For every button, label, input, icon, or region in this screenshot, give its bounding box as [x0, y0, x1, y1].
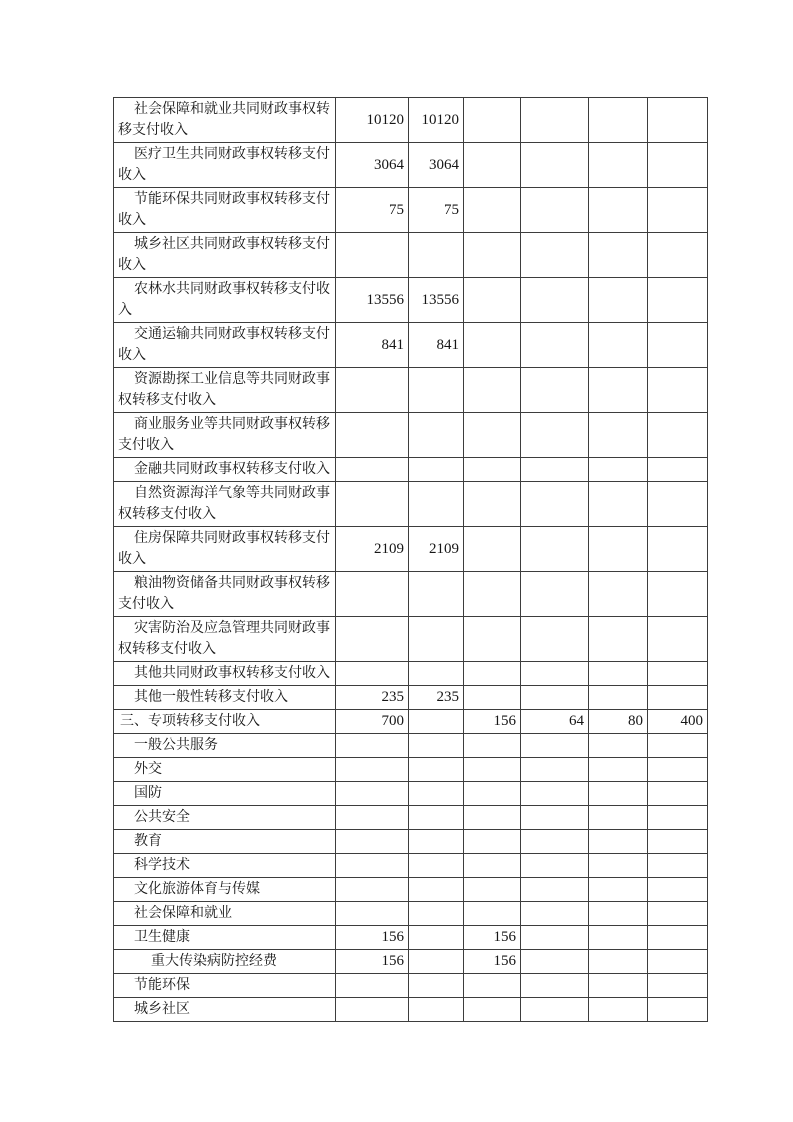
table-row: [114, 998, 708, 1022]
value-cell: [521, 734, 589, 758]
value-cell: [464, 233, 521, 278]
row-label: 卫生健康: [114, 926, 336, 950]
value-cell: [464, 758, 521, 782]
value-cell: [648, 323, 708, 368]
value-cell: [589, 830, 648, 854]
value-cell: [589, 974, 648, 998]
value-cell: 3064: [409, 143, 464, 188]
value-cell: 64: [521, 710, 589, 734]
value-cell: [336, 572, 409, 617]
value-cell: [589, 782, 648, 806]
row-label: 其他一般性转移支付收入: [114, 686, 336, 710]
value-cell: [464, 998, 521, 1022]
value-cell: 10120: [409, 98, 464, 143]
value-cell: 80: [589, 710, 648, 734]
value-cell: [589, 368, 648, 413]
value-cell: [521, 188, 589, 233]
budget-table-body: [114, 98, 708, 1022]
row-label: 国防: [114, 782, 336, 806]
value-cell: [589, 806, 648, 830]
value-cell: [521, 830, 589, 854]
row-label: 城乡社区: [114, 998, 336, 1022]
value-cell: [521, 368, 589, 413]
value-cell: [589, 617, 648, 662]
value-cell: [648, 527, 708, 572]
value-cell: [336, 854, 409, 878]
row-label: 灾害防治及应急管理共同财政事权转移支付收入: [114, 617, 336, 662]
value-cell: [648, 830, 708, 854]
value-cell: [336, 902, 409, 926]
table-row: [114, 830, 708, 854]
value-cell: [409, 806, 464, 830]
row-label: 自然资源海洋气象等共同财政事权转移支付收入: [114, 482, 336, 527]
table-row: [114, 323, 708, 368]
value-cell: [521, 458, 589, 482]
value-cell: [521, 278, 589, 323]
value-cell: 400: [648, 710, 708, 734]
value-cell: [409, 974, 464, 998]
row-label: 文化旅游体育与传媒: [114, 878, 336, 902]
row-label: 农林水共同财政事权转移支付收入: [114, 278, 336, 323]
value-cell: 75: [336, 188, 409, 233]
table-row: [114, 368, 708, 413]
value-cell: [589, 854, 648, 878]
value-cell: [409, 830, 464, 854]
value-cell: [648, 98, 708, 143]
value-cell: [409, 233, 464, 278]
value-cell: [521, 686, 589, 710]
value-cell: [464, 734, 521, 758]
row-label: 科学技术: [114, 854, 336, 878]
value-cell: [648, 233, 708, 278]
row-label: 粮油物资储备共同财政事权转移支付收入: [114, 572, 336, 617]
value-cell: [589, 902, 648, 926]
row-label: 社会保障和就业: [114, 902, 336, 926]
value-cell: [336, 806, 409, 830]
value-cell: [521, 662, 589, 686]
value-cell: [409, 662, 464, 686]
value-cell: [409, 482, 464, 527]
value-cell: [589, 572, 648, 617]
value-cell: [521, 413, 589, 458]
value-cell: [336, 974, 409, 998]
value-cell: [336, 458, 409, 482]
row-label: 医疗卫生共同财政事权转移支付收入: [114, 143, 336, 188]
value-cell: 841: [336, 323, 409, 368]
value-cell: [336, 998, 409, 1022]
value-cell: [336, 617, 409, 662]
value-cell: [409, 878, 464, 902]
value-cell: [589, 482, 648, 527]
value-cell: [409, 617, 464, 662]
value-cell: [589, 143, 648, 188]
value-cell: 2109: [409, 527, 464, 572]
table-row: [114, 233, 708, 278]
table-row: [114, 710, 708, 734]
value-cell: 2109: [336, 527, 409, 572]
value-cell: [464, 902, 521, 926]
table-row: [114, 926, 708, 950]
value-cell: [648, 368, 708, 413]
row-label: 外交: [114, 758, 336, 782]
value-cell: [521, 950, 589, 974]
value-cell: [464, 878, 521, 902]
table-row: [114, 98, 708, 143]
value-cell: 841: [409, 323, 464, 368]
value-cell: [464, 323, 521, 368]
value-cell: [648, 734, 708, 758]
value-cell: [589, 758, 648, 782]
value-cell: 235: [409, 686, 464, 710]
row-label: 公共安全: [114, 806, 336, 830]
value-cell: [409, 950, 464, 974]
row-label: 节能环保: [114, 974, 336, 998]
table-row: [114, 902, 708, 926]
value-cell: [521, 806, 589, 830]
value-cell: [648, 854, 708, 878]
value-cell: [336, 734, 409, 758]
value-cell: [464, 854, 521, 878]
row-label: 住房保障共同财政事权转移支付收入: [114, 527, 336, 572]
value-cell: [589, 998, 648, 1022]
row-label: 节能环保共同财政事权转移支付收入: [114, 188, 336, 233]
value-cell: [648, 482, 708, 527]
value-cell: 156: [464, 950, 521, 974]
value-cell: [336, 878, 409, 902]
value-cell: [589, 458, 648, 482]
value-cell: [409, 413, 464, 458]
value-cell: [409, 758, 464, 782]
value-cell: [589, 686, 648, 710]
value-cell: [521, 902, 589, 926]
value-cell: [589, 98, 648, 143]
table-row: [114, 617, 708, 662]
value-cell: [648, 278, 708, 323]
value-cell: 13556: [409, 278, 464, 323]
row-label: 社会保障和就业共同财政事权转移支付收入: [114, 98, 336, 143]
value-cell: [464, 617, 521, 662]
value-cell: [648, 974, 708, 998]
value-cell: [589, 527, 648, 572]
value-cell: [409, 998, 464, 1022]
row-label: 金融共同财政事权转移支付收入: [114, 458, 336, 482]
row-label: 其他共同财政事权转移支付收入: [114, 662, 336, 686]
value-cell: [648, 758, 708, 782]
value-cell: [589, 233, 648, 278]
value-cell: [336, 368, 409, 413]
row-label: 一般公共服务: [114, 734, 336, 758]
value-cell: [648, 806, 708, 830]
value-cell: [409, 902, 464, 926]
table-row: [114, 734, 708, 758]
row-label: 商业服务业等共同财政事权转移支付收入: [114, 413, 336, 458]
value-cell: [521, 143, 589, 188]
value-cell: [336, 758, 409, 782]
table-row: [114, 482, 708, 527]
budget-table-container: [113, 97, 708, 1022]
value-cell: [464, 368, 521, 413]
value-cell: [521, 782, 589, 806]
value-cell: [648, 950, 708, 974]
row-label: 资源勘探工业信息等共同财政事权转移支付收入: [114, 368, 336, 413]
table-row: [114, 854, 708, 878]
row-label: 城乡社区共同财政事权转移支付收入: [114, 233, 336, 278]
value-cell: 156: [336, 950, 409, 974]
value-cell: [648, 782, 708, 806]
table-row: [114, 878, 708, 902]
table-row: [114, 950, 708, 974]
value-cell: 10120: [336, 98, 409, 143]
value-cell: [464, 782, 521, 806]
value-cell: [464, 830, 521, 854]
budget-table: [113, 97, 708, 1022]
value-cell: [409, 572, 464, 617]
value-cell: [648, 686, 708, 710]
value-cell: [521, 233, 589, 278]
table-row: [114, 782, 708, 806]
value-cell: [521, 854, 589, 878]
value-cell: [464, 188, 521, 233]
row-label: 重大传染病防控经费: [114, 950, 336, 974]
value-cell: [589, 662, 648, 686]
value-cell: 700: [336, 710, 409, 734]
value-cell: 3064: [336, 143, 409, 188]
value-cell: 156: [464, 926, 521, 950]
value-cell: [521, 974, 589, 998]
value-cell: [521, 572, 589, 617]
value-cell: [409, 854, 464, 878]
value-cell: [648, 617, 708, 662]
value-cell: [464, 278, 521, 323]
value-cell: [521, 878, 589, 902]
value-cell: [464, 482, 521, 527]
value-cell: [464, 806, 521, 830]
value-cell: [648, 143, 708, 188]
row-label: 三、专项转移支付收入: [114, 710, 336, 734]
value-cell: [464, 458, 521, 482]
table-row: [114, 662, 708, 686]
value-cell: [336, 782, 409, 806]
value-cell: [648, 998, 708, 1022]
value-cell: [336, 662, 409, 686]
table-row: [114, 527, 708, 572]
value-cell: [648, 878, 708, 902]
value-cell: [464, 527, 521, 572]
value-cell: [521, 482, 589, 527]
value-cell: [336, 482, 409, 527]
value-cell: [648, 458, 708, 482]
value-cell: [648, 413, 708, 458]
value-cell: [464, 572, 521, 617]
value-cell: [336, 830, 409, 854]
value-cell: [521, 998, 589, 1022]
table-row: [114, 758, 708, 782]
value-cell: 156: [336, 926, 409, 950]
value-cell: [648, 902, 708, 926]
value-cell: [409, 368, 464, 413]
value-cell: [648, 572, 708, 617]
table-row: [114, 143, 708, 188]
table-row: [114, 458, 708, 482]
row-label: 教育: [114, 830, 336, 854]
value-cell: [521, 926, 589, 950]
value-cell: [464, 98, 521, 143]
table-row: [114, 686, 708, 710]
value-cell: [589, 734, 648, 758]
value-cell: [521, 758, 589, 782]
value-cell: [409, 734, 464, 758]
value-cell: [464, 413, 521, 458]
value-cell: [464, 662, 521, 686]
value-cell: [648, 926, 708, 950]
value-cell: [409, 926, 464, 950]
value-cell: [409, 710, 464, 734]
value-cell: [409, 458, 464, 482]
value-cell: [336, 413, 409, 458]
value-cell: [336, 233, 409, 278]
value-cell: [521, 527, 589, 572]
table-row: [114, 278, 708, 323]
value-cell: [589, 413, 648, 458]
table-row: [114, 974, 708, 998]
value-cell: [464, 686, 521, 710]
value-cell: [589, 926, 648, 950]
value-cell: [589, 323, 648, 368]
value-cell: [589, 878, 648, 902]
value-cell: [648, 662, 708, 686]
value-cell: [589, 278, 648, 323]
table-row: [114, 188, 708, 233]
value-cell: [521, 617, 589, 662]
value-cell: 75: [409, 188, 464, 233]
value-cell: [464, 974, 521, 998]
value-cell: 235: [336, 686, 409, 710]
value-cell: [648, 188, 708, 233]
table-row: [114, 413, 708, 458]
value-cell: [521, 98, 589, 143]
row-label: 交通运输共同财政事权转移支付收入: [114, 323, 336, 368]
value-cell: [521, 323, 589, 368]
table-row: [114, 806, 708, 830]
value-cell: [464, 143, 521, 188]
table-row: [114, 572, 708, 617]
value-cell: [589, 950, 648, 974]
value-cell: [589, 188, 648, 233]
value-cell: 13556: [336, 278, 409, 323]
value-cell: 156: [464, 710, 521, 734]
value-cell: [409, 782, 464, 806]
